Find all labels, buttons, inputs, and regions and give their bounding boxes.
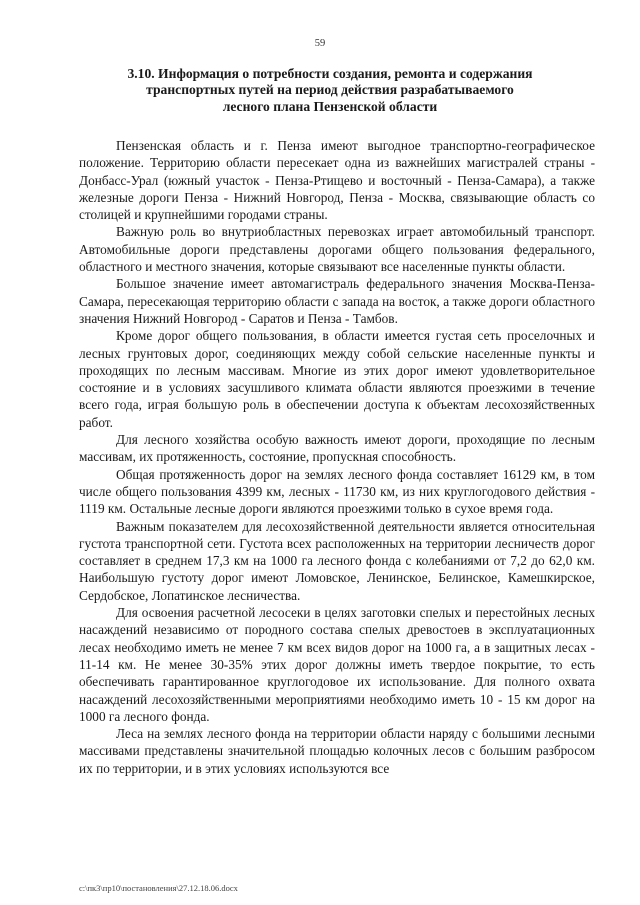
- paragraph: Общая протяженность дорог на землях лесного фонда составляет 16129 км, в том числе общего пользования 4399 км, лесных - 11730 км, из них круглогодового действия - 1119 км. Остальные лесные дороги являются проезжими только в сухое время года.: [79, 466, 595, 517]
- paragraph: Для освоения расчетной лесосеки в целях заготовки спелых и перестойных лесных насаждений независимо от породного состава спелых древостоев в эксплуатационных лесах необходимо иметь не менее 7 км всех видов дорог на 1000 га, а в защитных лесах - 11-14 км. Не менее 30-35% этих дорог должны иметь твердое покрытие, то есть обеспечивать гарантированное круглогодовое их использование. Для полного охвата насаждений лесохозяйственными мероприятиями необходимо иметь 10 - 15 км дорог на 1000 га лесного фонда.: [79, 605, 595, 724]
- heading-line: лесного плана Пензенской области: [222, 98, 438, 114]
- paragraph: Пензенская область и г. Пенза имеют выгодное транспортно-географическое положение. Территорию области пересекает одна из важнейших магистралей страны - Донбасс-Урал (южный участок - Пенза-Ртищево и восточный - Пенза-Самара), а также железные дороги Пенза - Нижний Новгород, Пенза - Москва, связывающие область со столицей и крупнейшими городами страны.: [79, 138, 595, 223]
- paragraph: Важную роль во внутриобластных перевозках играет автомобильный транспорт. Автомобильные дороги представлены дорогами общего пользования федерального, областного и местного значения, которые связывают все населенные пункты области.: [79, 224, 595, 275]
- paragraph: Кроме дорог общего пользования, в области имеется густая сеть проселочных и лесных грунтовых дорог, соединяющих между собой сельские населенные пункты и проходящих по лесным массивам. Многие из этих дорог имеют удовлетворительное состояние и в условиях засушливого климата области являются проезжими в течение всего года, играя большую роль в обеспечении доступа к объектам лесохозяйственных работ.: [79, 328, 595, 430]
- paragraph: Большое значение имеет автомагистраль федерального значения Москва-Пенза-Самара, пересекающая территорию области с запада на восток, а также дороги областного значения Нижний Новгород - Саратов и Пенза - Тамбов.: [79, 276, 595, 326]
- footer-file-path: c:\пк3\пр10\постановления\27.12.18.06.docx: [79, 883, 238, 893]
- heading-line: 3.10. Информация о потребности создания, ремонта и содержания: [127, 66, 533, 81]
- page-number: 59: [314, 38, 326, 49]
- heading-line: транспортных путей на период действия разрабатываемого: [146, 82, 514, 98]
- paragraph: Важным показателем для лесохозяйственной деятельности является относительная густота транспортной сети. Густота всех расположенных на территории лесничеств дорог составляет в среднем 17,3 км на 1000 га лесного фонда с колебаниями от 7,2 до 62,0 км. Наибольшую густоту дорог имеют Ломовское, Ленинское, Белинское, Камешкирское, Сердобское, Лопатинское лесничества.: [79, 518, 595, 603]
- section-heading: [95, 66, 565, 115]
- paragraph: Для лесного хозяйства особую важность имеют дороги, проходящие по лесным массивам, их протяженность, состояние, пропускная способность.: [79, 432, 595, 465]
- body-text: [79, 137, 595, 777]
- paragraph: Леса на землях лесного фонда на территории области наряду с большими лесными массивами представлены значительной площадью колочных лесов с большим разбросом их по территории, и в этих условиях используются все: [79, 726, 595, 776]
